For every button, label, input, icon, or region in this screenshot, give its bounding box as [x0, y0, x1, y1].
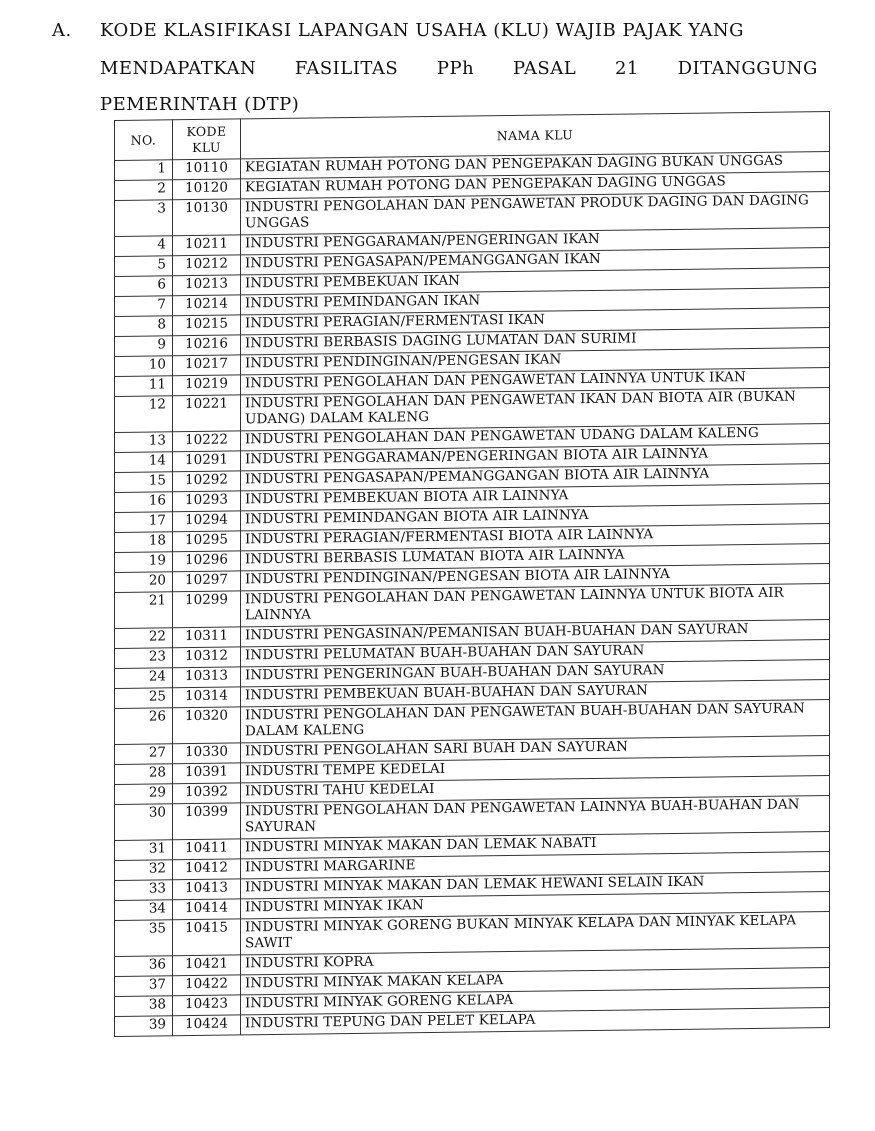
row-nama-klu: INDUSTRI BERBASIS LUMATAN BIOTA AIR LAINNYA [241, 544, 830, 571]
row-nama-klu: INDUSTRI PEMINDANGAN IKAN [241, 288, 830, 315]
row-nama-klu: INDUSTRI PENDINGINAN/PENGESAN IKAN [241, 348, 830, 375]
row-nama-klu: INDUSTRI PENGOLAHAN DAN PENGAWETAN LAINNYA UNTUK IKAN [241, 368, 830, 395]
klu-table [114, 111, 830, 1037]
row-kode-klu: 10213 [173, 275, 241, 296]
row-kode-klu: 10120 [173, 179, 241, 200]
row-number: 1 [115, 160, 173, 181]
row-number: 33 [115, 880, 173, 901]
row-number: 35 [115, 920, 173, 957]
row-number: 21 [115, 592, 173, 629]
row-kode-klu: 10212 [173, 255, 241, 276]
heading-line-3: PEMERINTAH (DTP) [100, 94, 300, 115]
row-number: 3 [115, 200, 173, 237]
row-kode-klu: 10424 [173, 1015, 241, 1036]
row-nama-klu: INDUSTRI PEMBEKUAN BUAH-BUAHAN DAN SAYURAN [241, 680, 830, 707]
row-kode-klu: 10296 [173, 551, 241, 572]
row-nama-klu: INDUSTRI MINYAK GORENG BUKAN MINYAK KELAPA DAN MINYAK KELAPA SAWIT [241, 912, 830, 955]
row-number: 20 [115, 572, 173, 593]
row-number: 13 [115, 432, 173, 453]
row-kode-klu: 10297 [173, 571, 241, 592]
heading-word: 21 [614, 58, 639, 79]
row-number: 22 [115, 628, 173, 649]
row-kode-klu: 10215 [173, 315, 241, 336]
row-nama-klu: INDUSTRI TEPUNG DAN PELET KELAPA [241, 1008, 830, 1035]
row-kode-klu: 10320 [173, 707, 241, 744]
row-kode-klu: 10311 [173, 627, 241, 648]
row-number: 31 [115, 840, 173, 861]
row-nama-klu: INDUSTRI PENGOLAHAN SARI BUAH DAN SAYURAN [241, 736, 830, 763]
row-number: 14 [115, 452, 173, 473]
row-number: 27 [115, 744, 173, 765]
heading-line-1-text: KODE KLASIFIKASI LAPANGAN USAHA (KLU) WAJIB PAJAK YANG [100, 20, 744, 41]
table-body [115, 152, 830, 1037]
row-kode-klu: 10314 [173, 687, 241, 708]
row-kode-klu: 10222 [173, 431, 241, 452]
row-number: 18 [115, 532, 173, 553]
row-number: 5 [115, 256, 173, 277]
row-nama-klu: INDUSTRI PENGOLAHAN DAN PENGAWETAN LAINNYA UNTUK BIOTA AIR LAINNYA [241, 584, 830, 627]
header-no: NO. [115, 120, 173, 161]
row-number: 32 [115, 860, 173, 881]
row-nama-klu: INDUSTRI TEMPE KEDELAI [241, 756, 830, 783]
row-kode-klu: 10391 [173, 763, 241, 784]
row-number: 11 [115, 376, 173, 397]
row-nama-klu: INDUSTRI KOPRA [241, 948, 830, 975]
row-number: 29 [115, 784, 173, 805]
row-nama-klu: INDUSTRI PERAGIAN/FERMENTASI IKAN [241, 308, 830, 335]
row-nama-klu: INDUSTRI PEMBEKUAN BIOTA AIR LAINNYA [241, 484, 830, 511]
header-nama-klu: NAMA KLU [241, 112, 830, 159]
row-kode-klu: 10312 [173, 647, 241, 668]
row-nama-klu: INDUSTRI PENGOLAHAN DAN PENGAWETAN BUAH-BUAHAN DAN SAYURAN DALAM KALENG [241, 700, 830, 743]
row-kode-klu: 10217 [173, 355, 241, 376]
row-nama-klu: INDUSTRI PENGOLAHAN DAN PENGAWETAN PRODUK DAGING DAN DAGING UNGGAS [241, 192, 830, 235]
row-number: 28 [115, 764, 173, 785]
row-kode-klu: 10392 [173, 783, 241, 804]
row-nama-klu: INDUSTRI TAHU KEDELAI [241, 776, 830, 803]
row-nama-klu: INDUSTRI MINYAK MAKAN KELAPA [241, 968, 830, 995]
row-number: 10 [115, 356, 173, 377]
row-kode-klu: 10293 [173, 491, 241, 512]
row-nama-klu: INDUSTRI MINYAK MAKAN DAN LEMAK NABATI [241, 832, 830, 859]
row-nama-klu: INDUSTRI MARGARINE [241, 852, 830, 879]
klu-table-container [114, 111, 830, 1037]
row-kode-klu: 10422 [173, 975, 241, 996]
row-number: 7 [115, 296, 173, 317]
heading-word: DITANGGUNG [677, 58, 818, 79]
row-nama-klu: INDUSTRI PENDINGINAN/PENGESAN BIOTA AIR LAINNYA [241, 564, 830, 591]
row-kode-klu: 10216 [173, 335, 241, 356]
row-number: 16 [115, 492, 173, 513]
heading-word: FASILITAS [294, 58, 399, 79]
row-number: 25 [115, 688, 173, 709]
row-nama-klu: KEGIATAN RUMAH POTONG DAN PENGEPAKAN DAGING BUKAN UNGGAS [241, 152, 830, 179]
heading-word: PASAL [512, 58, 577, 79]
row-nama-klu: INDUSTRI PENGGARAMAN/PENGERINGAN IKAN [241, 228, 830, 255]
row-kode-klu: 10421 [173, 955, 241, 976]
row-number: 19 [115, 552, 173, 573]
row-kode-klu: 10423 [173, 995, 241, 1016]
row-kode-klu: 10130 [173, 199, 241, 236]
row-kode-klu: 10415 [173, 919, 241, 956]
row-number: 37 [115, 976, 173, 997]
row-kode-klu: 10330 [173, 743, 241, 764]
heading-line-1 [52, 20, 744, 41]
row-number: 2 [115, 180, 173, 201]
row-number: 9 [115, 336, 173, 357]
row-kode-klu: 10211 [173, 235, 241, 256]
row-number: 30 [115, 804, 173, 841]
row-nama-klu: INDUSTRI PENGASAPAN/PEMANGGANGAN BIOTA AIR LAINNYA [241, 464, 830, 491]
row-kode-klu: 10313 [173, 667, 241, 688]
row-number: 17 [115, 512, 173, 533]
header-kode-klu: KODE KLU [173, 119, 241, 160]
row-nama-klu: INDUSTRI BERBASIS DAGING LUMATAN DAN SURIMI [241, 328, 830, 355]
row-nama-klu: INDUSTRI MINYAK MAKAN DAN LEMAK HEWANI SELAIN IKAN [241, 872, 830, 899]
row-kode-klu: 10294 [173, 511, 241, 532]
heading-word: PPh [436, 58, 475, 79]
row-number: 12 [115, 396, 173, 433]
row-nama-klu: INDUSTRI PEMINDANGAN BIOTA AIR LAINNYA [241, 504, 830, 531]
heading-line-2 [100, 58, 818, 79]
row-number: 26 [115, 708, 173, 745]
row-nama-klu: INDUSTRI PENGOLAHAN DAN PENGAWETAN LAINNYA BUAH-BUAHAN DAN SAYURAN [241, 796, 830, 839]
row-number: 15 [115, 472, 173, 493]
row-kode-klu: 10221 [173, 395, 241, 432]
row-number: 39 [115, 1016, 173, 1037]
row-nama-klu: INDUSTRI MINYAK GORENG KELAPA [241, 988, 830, 1015]
row-number: 24 [115, 668, 173, 689]
row-kode-klu: 10414 [173, 899, 241, 920]
row-number: 34 [115, 900, 173, 921]
row-kode-klu: 10299 [173, 591, 241, 628]
row-kode-klu: 10110 [173, 159, 241, 180]
row-nama-klu: INDUSTRI PENGOLAHAN DAN PENGAWETAN UDANG DALAM KALENG [241, 424, 830, 451]
row-kode-klu: 10413 [173, 879, 241, 900]
row-number: 8 [115, 316, 173, 337]
row-number: 6 [115, 276, 173, 297]
heading-word: MENDAPATKAN [100, 58, 257, 79]
row-kode-klu: 10214 [173, 295, 241, 316]
row-kode-klu: 10295 [173, 531, 241, 552]
row-kode-klu: 10291 [173, 451, 241, 472]
row-kode-klu: 10412 [173, 859, 241, 880]
row-number: 4 [115, 236, 173, 257]
row-number: 36 [115, 956, 173, 977]
row-nama-klu: INDUSTRI PEMBEKUAN IKAN [241, 268, 830, 295]
row-kode-klu: 10292 [173, 471, 241, 492]
row-nama-klu: INDUSTRI PENGERINGAN BUAH-BUAHAN DAN SAYURAN [241, 660, 830, 687]
row-nama-klu: INDUSTRI PERAGIAN/FERMENTASI BIOTA AIR LAINNYA [241, 524, 830, 551]
row-nama-klu: INDUSTRI PELUMATAN BUAH-BUAHAN DAN SAYURAN [241, 640, 830, 667]
row-nama-klu: INDUSTRI PENGGARAMAN/PENGERINGAN BIOTA AIR LAINNYA [241, 444, 830, 471]
row-kode-klu: 10411 [173, 839, 241, 860]
row-nama-klu: INDUSTRI PENGASINAN/PEMANISAN BUAH-BUAHAN DAN SAYURAN [241, 620, 830, 647]
section-letter: A. [52, 20, 72, 41]
row-number: 23 [115, 648, 173, 669]
row-nama-klu: INDUSTRI PENGASAPAN/PEMANGGANGAN IKAN [241, 248, 830, 275]
row-kode-klu: 10399 [173, 803, 241, 840]
row-nama-klu: KEGIATAN RUMAH POTONG DAN PENGEPAKAN DAGING UNGGAS [241, 172, 830, 199]
row-number: 38 [115, 996, 173, 1017]
row-kode-klu: 10219 [173, 375, 241, 396]
row-nama-klu: INDUSTRI MINYAK IKAN [241, 892, 830, 919]
row-nama-klu: INDUSTRI PENGOLAHAN DAN PENGAWETAN IKAN DAN BIOTA AIR (BUKAN UDANG) DALAM KALENG [241, 388, 830, 431]
